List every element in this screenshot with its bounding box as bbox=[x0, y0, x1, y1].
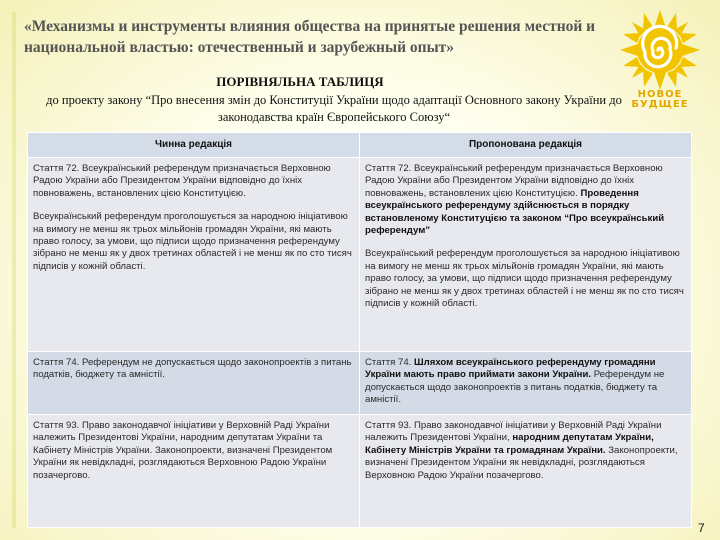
logo-line-1: НОВОЕ bbox=[637, 89, 683, 100]
table-row bbox=[28, 158, 692, 352]
article-text: Всеукраїнський референдум проголошується за народною ініціативою на вимогу не менш як трьох мільйонів громадян України, які мають право голосу, за умови, що підписи щодо призначення референдуму зібрано не менш як у двох третинах областей і не менш як по сто тисяч підписів у кожній області. bbox=[365, 248, 684, 310]
current-cell bbox=[28, 158, 360, 352]
article-text-amendment: Проведення всеукраїнського референдуму здійснюється в порядку встановленому Конституцією та законом “Про всеукраїнський референдум” bbox=[365, 187, 665, 237]
table-row bbox=[28, 352, 692, 415]
article-text-plain: Референдум не допускається щодо законопроектів з питань податків, бюджету та амністії. bbox=[365, 369, 665, 406]
proposed-cell bbox=[360, 352, 692, 415]
proposed-cell bbox=[360, 158, 692, 352]
decorative-border bbox=[12, 12, 16, 528]
article-text-amendment: народним депутатам України, Кабінету Міністрів України та громадянам України. bbox=[365, 432, 654, 456]
page-number: 7 bbox=[698, 521, 705, 535]
presentation-title: «Механизмы и инструменты влияния общества на принятые решения местной и национальной властью: отечественный и зарубежный опыт» bbox=[24, 18, 596, 56]
document-subtitle: до проекту закону “Про внесення змін до Конституції України щодо адаптації Основного закону України до законодавства країн Європейського Союзу“ bbox=[46, 93, 622, 124]
article-text: Всеукраїнський референдум проголошується за народною ініціативою на вимогу не менш як трьох мільйонів громадян України, які мають право голосу, за умови, що підписи щодо призначення референдуму зібрано не менш як у двох третинах областей і не менш як по сто тисяч підписів у кожній області. bbox=[33, 211, 352, 272]
article-text-amendment: Шляхом всеукраїнського референдуму громадяни України мають право приймати закони України. bbox=[365, 357, 656, 381]
article-text bbox=[365, 163, 686, 237]
table-heading: ПОРІВНЯЛЬНА ТАБЛИЦЯ bbox=[216, 74, 384, 89]
current-cell: Стаття 74. Референдум не допускається щодо законопроектів з питань податків, бюджету та амністії. bbox=[28, 352, 360, 415]
article-text-plain: Стаття 72. Всеукраїнський референдум призначається Верховною Радою України або Президентом України відповідно до їхніх повноважень, встановлених цією Конституцією. bbox=[365, 163, 663, 199]
article-text-plain: Стаття 74. bbox=[365, 357, 412, 368]
table-header-row bbox=[28, 133, 692, 158]
logo-line-2: БУДЩЕЕ bbox=[631, 99, 689, 110]
table-row bbox=[28, 415, 692, 528]
comparison-table bbox=[27, 132, 692, 528]
proposed-cell bbox=[360, 415, 692, 528]
article-text: Стаття 72. Всеукраїнський референдум призначається Верховною Радою України або Президентом України відповідно до їхніх повноважень, встановлених цією Конституцією. bbox=[33, 163, 331, 199]
column-header-current: Чинна редакція bbox=[28, 133, 360, 158]
article-text-plain: Стаття 93. Право законодавчої ініціативи у Верховній Раді України належить Президентові України, bbox=[365, 420, 662, 444]
article-text-plain: Законопроекти, визначені Президентом України як невідкладні, розглядаються Верховною Радою України позачергово. bbox=[365, 444, 678, 481]
current-cell: Стаття 93. Право законодавчої ініціативи у Верховній Раді України належить Президентові України, народним депутатам України та Кабінету Міністрів України. Законопроекти, визначені Президентом України як невідкладні, розглядаються Верховною Радою України позачергово. bbox=[28, 415, 360, 528]
sun-spiral-icon bbox=[618, 8, 702, 92]
column-header-proposed: Пропонована редакція bbox=[360, 133, 692, 158]
